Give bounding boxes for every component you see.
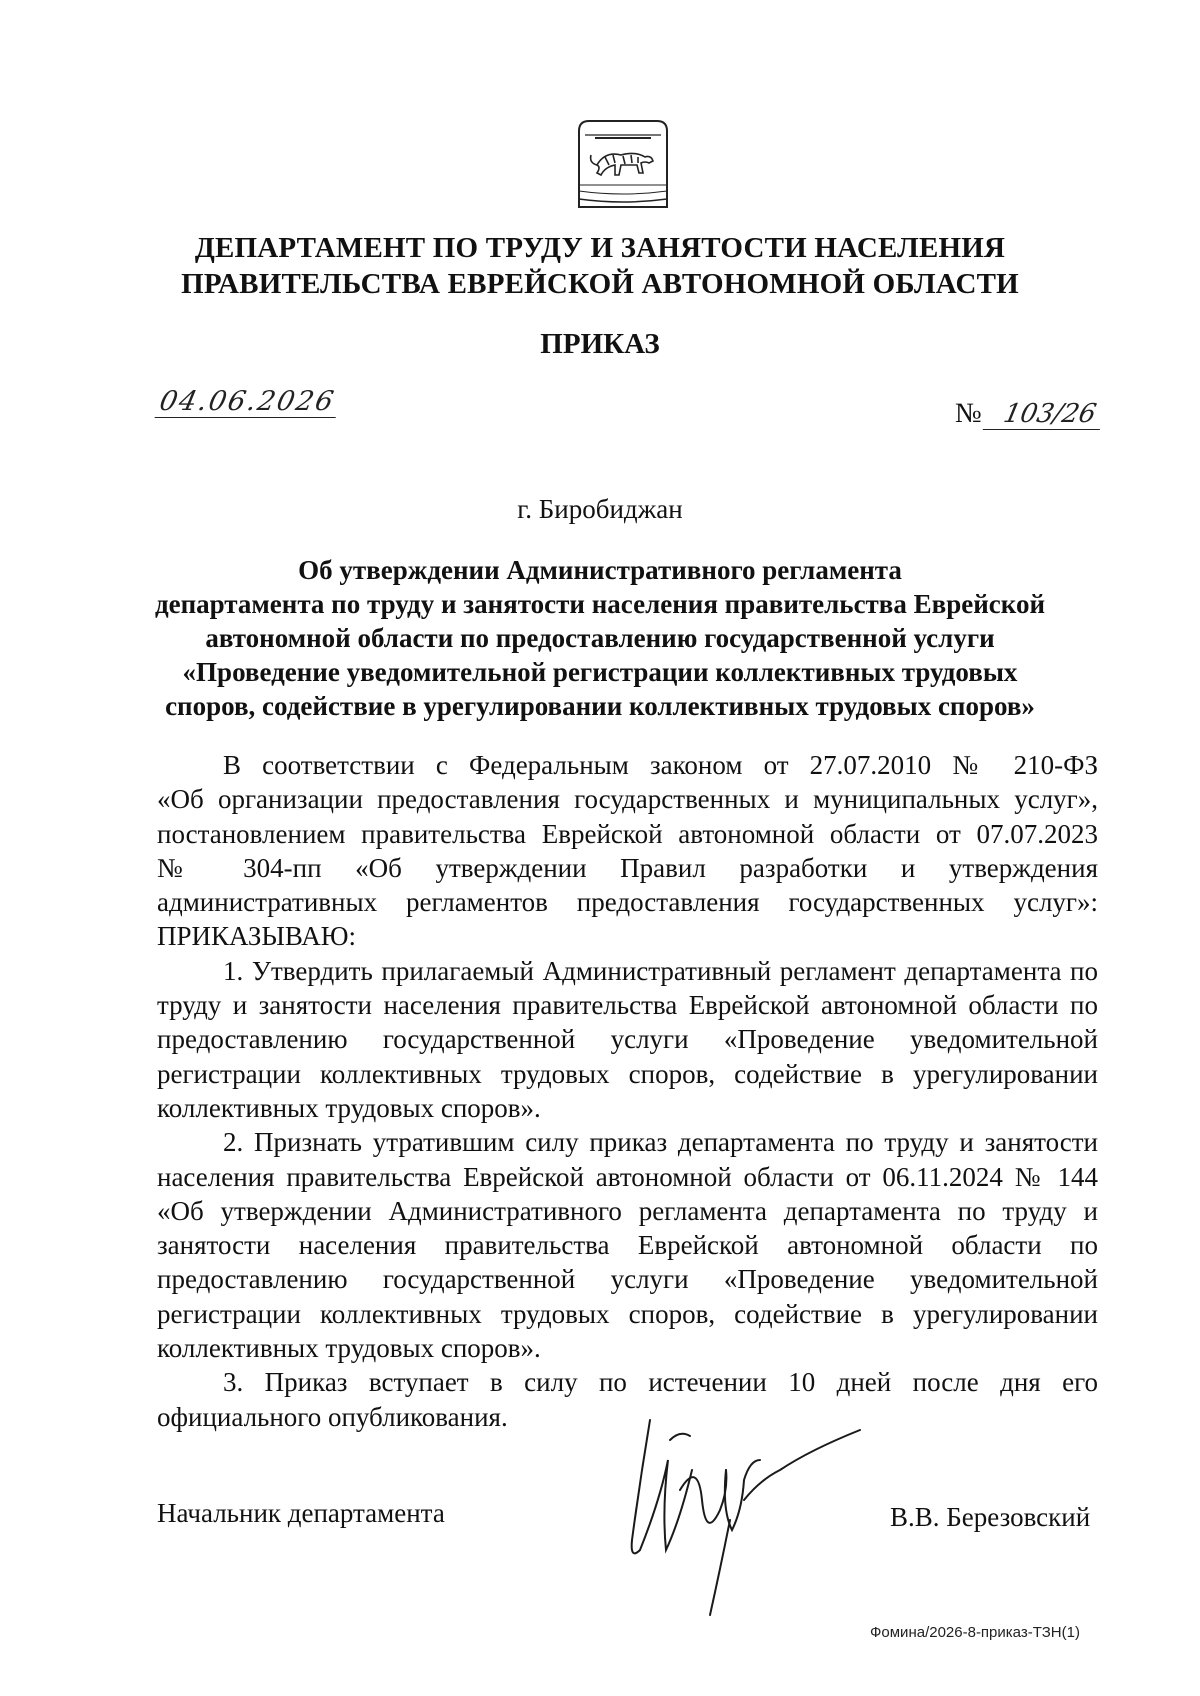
order-word: ПРИКАЗЫВАЮ: [157,921,356,952]
document-subject [150,553,1050,723]
preamble-line: № 304-пп «Об утверждении Правил разработки и утверждения [157,852,1098,883]
preamble-line: «Об организации предоставления государственных и муниципальных услуг», [157,784,1098,815]
order-item-1: 1. Утвердить прилагаемый Административный регламент департамента по труду и занятости населения правительства Еврейской автономной области по предоставлению государственной услуги «Проведение уведомительной регистрации коллективных трудовых споров, содействие в урегулировании коллективных трудовых споров». [157,955,1098,1123]
document-date: 04.06.2026 [155,386,342,418]
signatory-position: Начальник департамента [157,1498,445,1528]
document-number [955,398,1103,430]
subject-line: департамента по труду и занятости населения правительства Еврейской [154,589,1046,619]
department-name-line2: ПРАВИТЕЛЬСТВА ЕВРЕЙСКОЙ АВТОНОМНОЙ ОБЛАСТИ [181,268,1019,300]
subject-line: автономной области по предоставлению государственной услуги [205,623,995,653]
number-sign: № [955,398,982,429]
order-item-2: 2. Признать утратившим силу приказ департамента по труду и занятости населения правительства Еврейской автономной области от 06.11.2024 № 144 «Об утверждении Административного регламента департамента по труду и занятости населения правительства Еврейской автономной области по предоставлению государственной услуги «Проведение уведомительной регистрации коллективных трудовых споров, содействие в урегулировании коллективных трудовых споров». [157,1127,1098,1364]
subject-line: Об утверждении Административного регламента [298,555,902,585]
document-body [157,748,1098,1434]
department-name [150,230,1050,302]
subject-line: споров, содействие в урегулировании коллективных трудовых споров» [165,691,1035,721]
coat-of-arms-icon [575,115,671,213]
preamble-line: административных регламентов предоставления государственных услуг»: [157,887,1098,918]
document-type-title: ПРИКАЗ [540,328,660,360]
preamble-line: В соответствии с Федеральным законом от 27.07.2010 № 210-ФЗ [223,750,1098,780]
subject-line: «Проведение уведомительной регистрации коллективных трудовых [182,657,1018,687]
order-item-3: 3. Приказ вступает в силу по истечении 10 дней после дня его официального опубликования. [157,1367,1098,1432]
signatory-name: В.В. Березовский [890,1502,1091,1532]
department-name-line1: ДЕПАРТАМЕНТ ПО ТРУДУ И ЗАНЯТОСТИ НАСЕЛЕНИЯ [194,232,1006,264]
preamble-line: постановлением правительства Еврейской автономной области от 07.07.2023 [157,818,1098,849]
number-value: 103/26 [982,399,1106,430]
city-line: г. Биробиджан [517,494,683,524]
preamble [157,748,1098,954]
footer-document-code: Фомина/2026-8-приказ-ТЗН(1) [870,1624,1080,1641]
handwritten-signature [610,1400,880,1620]
